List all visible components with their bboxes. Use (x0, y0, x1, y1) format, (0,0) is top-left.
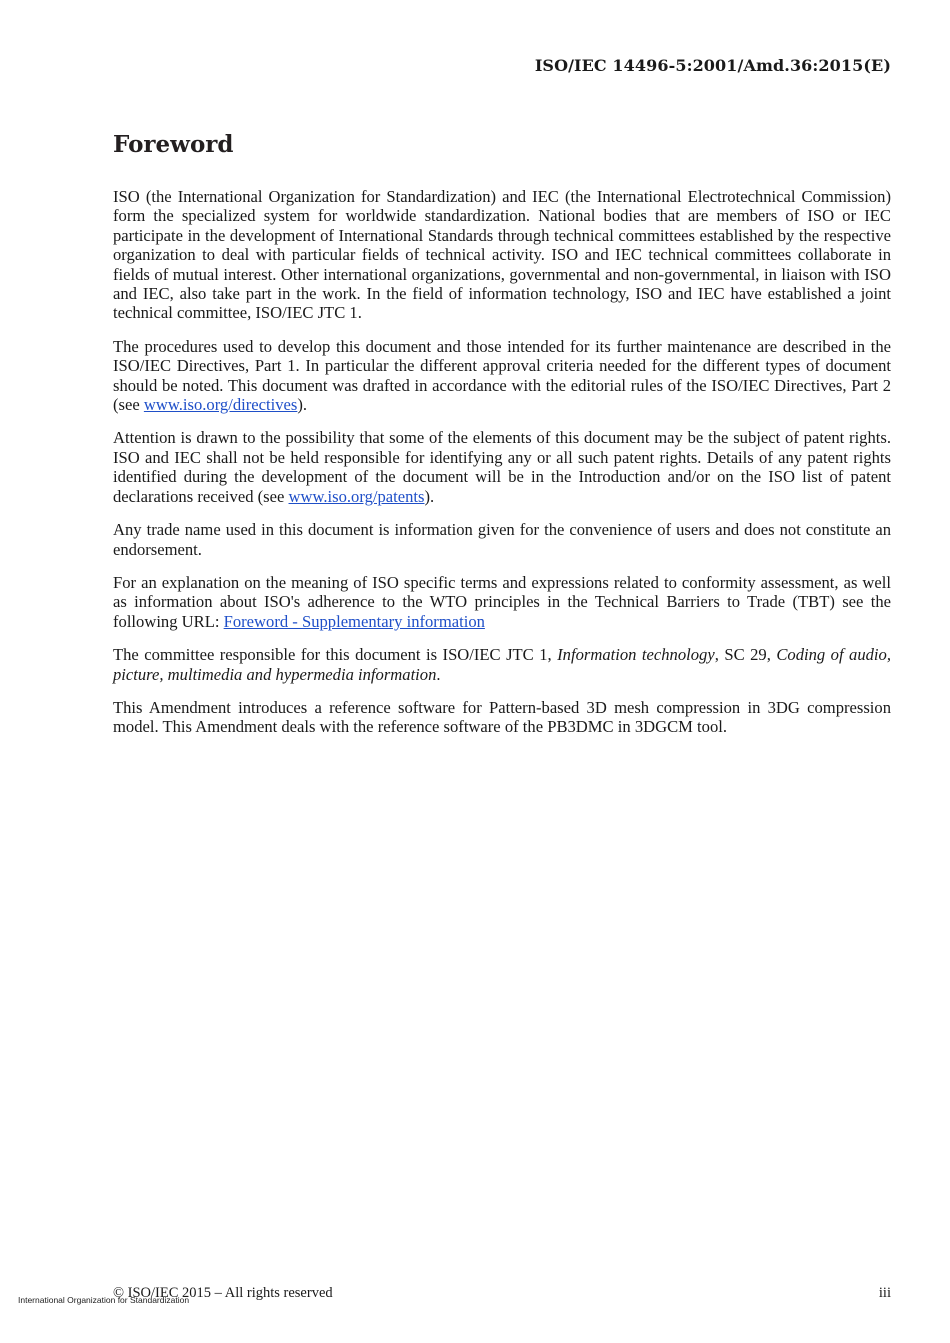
paragraph-organizations: ISO (the International Organization for Standardization) and IEC (the International Electrotechnical Commission) form the specialized system for worldwide standardization. National bodies that are members of ISO or IEC participate in the development of International Standards through technical committees established by the respective organization to deal with particular fields of technical activity. ISO and IEC technical committees collaborate in fields of mutual interest. Other international organizations, governmental and non-governmental, in liaison with ISO and IEC, also take part in the work. In the field of information technology, ISO and IEC have established a joint technical committee, ISO/IEC JTC 1. (113, 187, 891, 323)
paragraph-patents-end: ). (424, 486, 435, 506)
committee-text-3: . (436, 664, 441, 684)
paragraph-amendment: This Amendment introduces a reference software for Pattern-based 3D mesh compression in 3DG compression model. This Amendment deals with the reference software of the PB3DMC in 3DGCM tool. (113, 697, 891, 737)
committee-text-2: , SC 29, (714, 645, 777, 665)
paragraph-conformity-text: For an explanation on the meaning of ISO specific terms and expressions related to conformity assessment, as well as information about ISO's adherence to the WTO principles in the Technical Barriers to Trade (TBT) see the following URL: (113, 572, 891, 631)
paragraph-procedures-end: ). (297, 395, 308, 415)
paragraph-patents (113, 428, 891, 506)
page-title: Foreword (113, 131, 234, 158)
committee-title-italic: Information technology (557, 645, 715, 665)
paragraph-patents-text: Attention is drawn to the possibility that some of the elements of this document may be the subject of patent rights. ISO and IEC shall not be held responsible for identifying any or all such patent rights. Details of any patent rights identified during the development of the document will be in the Introduction and/or on the ISO list of patent declarations received (see (113, 428, 891, 506)
organization-watermark: International Organization for Standardization (18, 1295, 190, 1305)
paragraph-procedures (113, 337, 891, 415)
copyright-notice: © ISO/IEC 2015 – All rights reserved (113, 1285, 333, 1301)
patents-link[interactable]: www.iso.org/patents (288, 486, 425, 506)
foreword-body (113, 187, 891, 751)
paragraph-committee (113, 645, 891, 684)
paragraph-trade-name: Any trade name used in this document is information given for the convenience of users and does not constitute an endorsement. (113, 520, 891, 559)
paragraph-conformity (113, 573, 891, 631)
committee-text-1: The committee responsible for this document is ISO/IEC JTC 1, (113, 645, 558, 665)
directives-link[interactable]: www.iso.org/directives (143, 395, 298, 415)
supplementary-information-link[interactable]: Foreword - Supplementary information (223, 611, 485, 631)
page-number: iii (878, 1285, 891, 1301)
document-identifier: ISO/IEC 14496-5:2001/Amd.36:2015(E) (534, 56, 891, 75)
paragraph-procedures-text: The procedures used to develop this document and those intended for its further maintenance are described in the ISO/IEC Directives, Part 1. In particular the different approval criteria needed for the different types of document should be noted. This document was drafted in accordance with the editorial rules of the ISO/IEC Directives, Part 2 (see (113, 336, 891, 415)
subcommittee-title-italic: Coding of audio, picture, multimedia and hypermedia information (113, 645, 891, 684)
